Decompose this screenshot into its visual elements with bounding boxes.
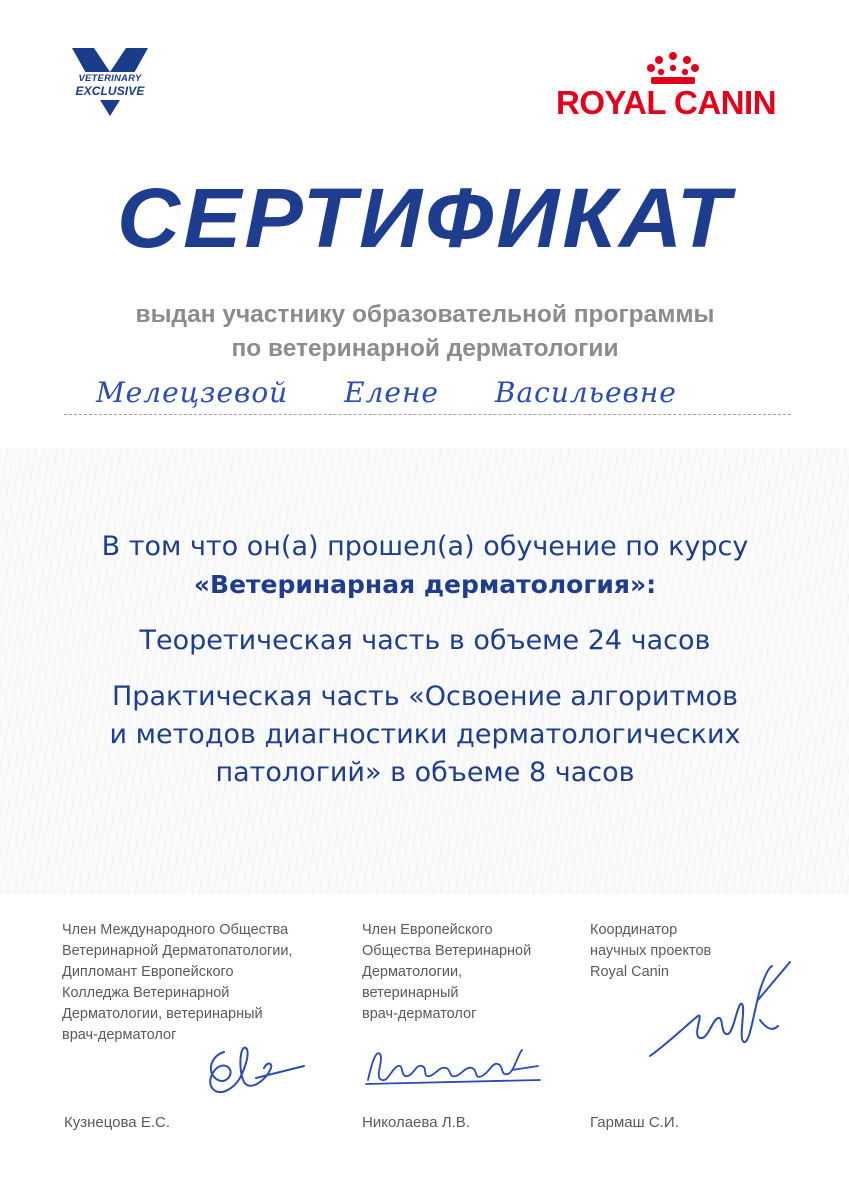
course-description (40, 528, 810, 792)
signatory-1-title-line: Ветеринарной Дерматопатологии, (62, 943, 293, 959)
royal-canin-crown-icon (643, 50, 703, 86)
course-practice-line-1: Практическая часть «Освоение алгоритмов (112, 681, 738, 712)
signatory-1-name: Кузнецова Е.С. (64, 1114, 170, 1131)
ve-logo-line2: EXCLUSIVE (75, 84, 145, 98)
signature-1 (196, 1030, 306, 1100)
course-name: «Ветеринарная дерматология»: (193, 570, 657, 599)
signatory-3-name: Гармаш С.И. (590, 1114, 679, 1131)
signatory-1-title-line: Колледжа Ветеринарной (62, 985, 230, 1001)
ve-logo-line1: VETERINARY (78, 73, 142, 84)
course-practice-line-2: и методов диагностики дерматологических (109, 719, 741, 750)
signatory-1-title-line: врач-дерматолог (62, 1027, 177, 1043)
signatory-2-title (362, 920, 572, 1025)
issued-line-2: по ветеринарной дерматологии (231, 335, 619, 362)
recipient-first-name: Елене (344, 376, 439, 409)
signatory-1-title-line: Дерматологии, ветеринарный (62, 1006, 263, 1022)
signatory-2-title-line: врач-дерматолог (362, 1006, 477, 1022)
issued-line-1: выдан участнику образовательной программы (135, 301, 715, 328)
recipient-patronymic: Васильевне (494, 376, 677, 409)
issued-statement (40, 298, 810, 366)
signature-2 (362, 1040, 542, 1090)
signatory-3-title-line: Royal Canin (590, 964, 669, 980)
signatory-3-title-line: Координатор (590, 922, 678, 938)
signatory-2-title-line: Член Европейского (362, 922, 493, 938)
signatory-2-name: Николаева Л.В. (362, 1114, 470, 1131)
signatory-2-title-line: Дерматологии, (362, 964, 463, 980)
certificate-title: СЕРТИФИКАТ (116, 171, 734, 265)
name-dashed-line (64, 414, 791, 415)
signatory-1-title-line: Член Международного Общества (62, 922, 289, 938)
signatory-1-title-line: Дипломант Европейского (62, 964, 234, 980)
signatory-2-title-line: ветеринарный (362, 985, 459, 1001)
signature-3 (642, 960, 792, 1070)
course-practice-line-3: патологий» в объеме 8 часов (215, 757, 635, 788)
course-intro: В том что он(а) прошел(а) обучение по курсу (101, 531, 749, 562)
signatory-3-title-line: научных проектов (590, 943, 712, 959)
signatory-2-title-line: Общества Ветеринарной (362, 943, 532, 959)
signatory-1-title (62, 920, 352, 1046)
royal-canin-logo: ROYAL CANIN (556, 84, 777, 121)
recipient-name (96, 376, 696, 409)
course-theory: Теоретическая часть в объеме 24 часов (139, 625, 711, 656)
veterinary-exclusive-logo (60, 44, 160, 120)
recipient-surname: Мелецзевой (96, 376, 289, 409)
